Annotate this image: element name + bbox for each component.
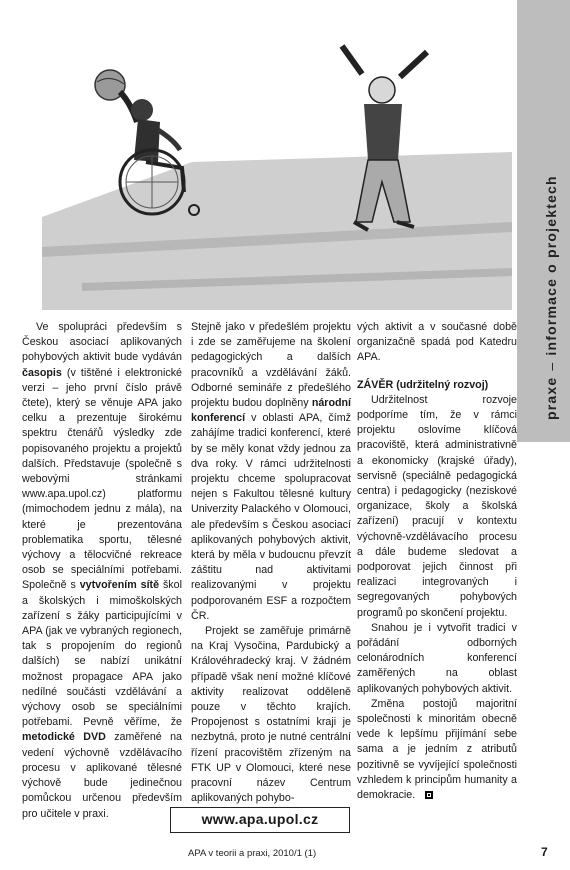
section-heading: ZÁVĚR (udržitelný rozvoj): [357, 378, 489, 391]
illustration-wheelchair-sport: [42, 22, 512, 310]
text-run: zaměřené na vedení výchovně vzdělávacího procesu v aplikované tělesné výchově bude jedinečnou pomůckou určenou především pro učitele v praxi.: [22, 731, 182, 820]
paragraph: [357, 697, 517, 803]
section-side-tab: [517, 0, 570, 442]
text-column-2: [191, 320, 351, 807]
text-run: Ve spolupráci především s Českou asociací aplikovaných pohybových aktivit bude vydáván: [22, 321, 182, 364]
text-run: Změna postojů majoritní společnosti k minoritám obecně vede k lepšímu přijímání sebe sama a je jedním z atributů pozitivně se vyvíjející společnosti vzhledem k principům humanity a demokracie.: [357, 697, 517, 802]
paragraph: Udržitelnost rozvoje podporíme tím, že v rámci projektu oslovíme klíčová pracoviště, která administrativně a ekonomicky (krajské úřady), servisně (speciálně pedagogická centra) i pedagogicky (neziskové organizace, školy a školská zařízení) pracují v kontextu výchovně-vzdělávacího procesu a dále budeme sledovat a podporovat jejich činnost při realizaci integrovaných i segregovaných pohybových programů po skončení projektu.: [357, 393, 517, 619]
text-run: škol a školských i mimoškolských zařízení s žáky participujícími v APA (jak ve vybraných regionech, tak s propojením do regionů dalších) se nabízí unikátní možnost propagace APA jako nedílné součásti vzdělávání a výchovy osob se speciálními potřebami. Pevně věříme, že: [22, 579, 182, 729]
paragraph: Projekt se zaměřuje primárně na Kraj Vysočina, Pardubický a Královéhradecký kraj. V žádném případě však není možné klíčové aktivity realizovat odděleně pouze v těchto krajích. Propojenost s ostatními kraji je nezbytná, proto je nutné centrální řízení pracovištěm zřízeným na FTK UP v Olomouci, které nese pracovní název Centrum aplikovaných pohybo-: [191, 625, 351, 805]
section-label-dash: –: [543, 361, 559, 371]
section-label-strong: praxe: [543, 376, 559, 420]
paragraph: [22, 320, 182, 822]
bold-term: vytvořením sítě: [79, 579, 160, 592]
paragraph: Snahou je i vytvořit tradici v pořádání odborných celonárodních konferencí zaměřených na oblast aplikovaných pohybových aktivit.: [357, 621, 517, 695]
text-column-1: [22, 320, 182, 822]
text-run: (v tištěné i elektronické verzi – jeho první číslo právě čtete), který se věnuje APA jako celku a prezentuje širokému spektru čtenářů výsledky zde popisovaného projektu a projektů dalších. Představuje (společně s webovými stránkami www.apa.upol.cz) platformu (mimochodem jednu z mála), na které je prezentována problematika sportu, tělesné výchovy a tělocvičné rekreace osob se speciálními potřebami. Společně s: [22, 366, 182, 592]
text-column-3: [357, 320, 517, 803]
paragraph: vých aktivit a v současné době organizačně spadá pod Katedru APA.: [357, 321, 517, 364]
text-run: v oblasti APA, čímž zahájíme tradici konferencí, které by se měly konat vždy jednou za dva roky. V rámci udržitelnosti projektu chceme spolupracovat nejen s Fakultou tělesné kultury Univerzity Palackého v Olomouci, ale především s Českou asociací aplikovaných pohybových aktivit, která by měla v budoucnu převzít záštitu nad aktivitami realizovanými v projektu podporovaném ESF a rozpočtem ČR.: [191, 412, 351, 622]
journal-footer: APA v teorii a praxi, 2010/1 (1): [188, 848, 317, 859]
bold-term: metodické DVD: [22, 731, 106, 744]
paragraph: [191, 320, 351, 624]
bold-term: národní konferencí: [191, 397, 351, 425]
website-url-box[interactable]: www.apa.upol.cz: [170, 807, 350, 833]
end-of-article-icon: [425, 791, 433, 799]
section-label: [543, 175, 559, 420]
section-label-rest: informace o projektech: [543, 175, 559, 356]
bold-term: časopis: [22, 366, 62, 379]
page-number: 7: [541, 845, 548, 859]
text-run: Stejně jako v předešlém projektu i zde se zaměřujeme na školení pedagogických a dalších pracovníků a vzdělávání žáků. Odborné semináře z předešlého projektu budou doplněny: [191, 321, 351, 410]
